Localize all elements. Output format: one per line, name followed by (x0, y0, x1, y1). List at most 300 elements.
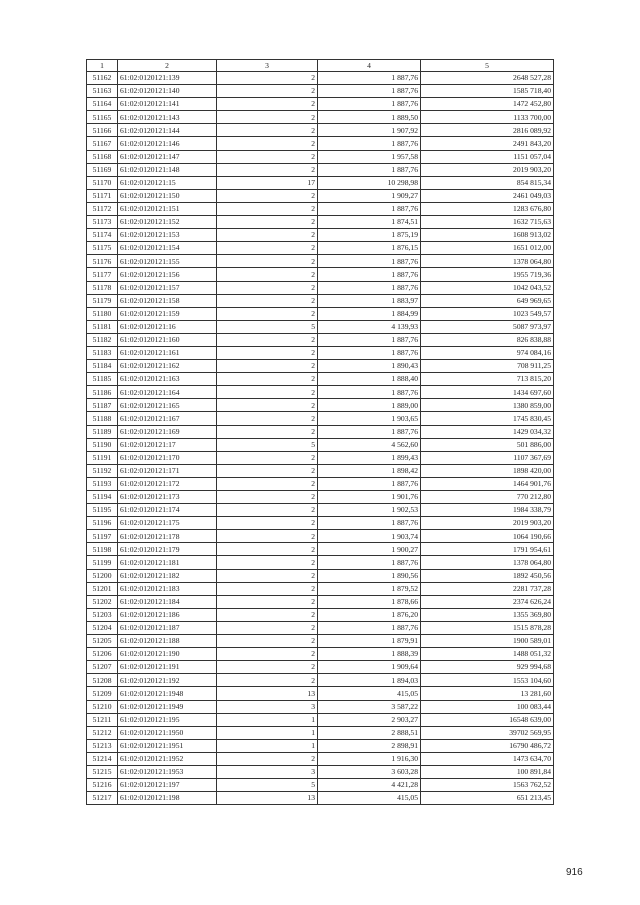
cadastral-number-cell: 61:02:0120121:155 (118, 255, 217, 268)
row-number-cell: 51188 (87, 412, 118, 425)
count-cell: 2 (217, 85, 318, 98)
row-number-cell: 51207 (87, 661, 118, 674)
row-number-cell: 51181 (87, 320, 118, 333)
value-cell: 1585 718,40 (421, 85, 554, 98)
table-row (87, 360, 554, 373)
row-number-cell: 51189 (87, 425, 118, 438)
row-number-cell: 51166 (87, 124, 118, 137)
count-cell: 2 (217, 464, 318, 477)
cadastral-number-cell: 61:02:0120121:15 (118, 176, 217, 189)
row-number-cell: 51191 (87, 451, 118, 464)
cadastral-number-cell: 61:02:0120121:144 (118, 124, 217, 137)
cadastral-number-cell: 61:02:0120121:152 (118, 216, 217, 229)
table-row (87, 648, 554, 661)
row-number-cell: 51209 (87, 687, 118, 700)
value-cell: 974 084,16 (421, 346, 554, 359)
value-cell: 1378 064,80 (421, 556, 554, 569)
table-row (87, 438, 554, 451)
row-number-cell: 51202 (87, 595, 118, 608)
value-cell: 2019 903,20 (421, 163, 554, 176)
cadastral-number-cell: 61:02:0120121:151 (118, 202, 217, 215)
column-header: 5 (421, 60, 554, 72)
column-header: 1 (87, 60, 118, 72)
row-number-cell: 51169 (87, 163, 118, 176)
count-cell: 2 (217, 556, 318, 569)
cadastral-number-cell: 61:02:0120121:148 (118, 163, 217, 176)
value-cell: 1984 338,79 (421, 504, 554, 517)
table-row (87, 268, 554, 281)
area-cell: 1 899,43 (318, 451, 421, 464)
value-cell: 1472 452,80 (421, 98, 554, 111)
table-row (87, 477, 554, 490)
value-cell: 1107 367,69 (421, 451, 554, 464)
value-cell: 1151 057,04 (421, 150, 554, 163)
area-cell: 3 587,22 (318, 700, 421, 713)
count-cell: 2 (217, 582, 318, 595)
table-row (87, 346, 554, 359)
count-cell: 13 (217, 792, 318, 805)
count-cell: 5 (217, 438, 318, 451)
cadastral-number-cell: 61:02:0120121:195 (118, 713, 217, 726)
area-cell: 1 879,91 (318, 635, 421, 648)
area-cell: 1 916,30 (318, 752, 421, 765)
area-cell: 1 884,99 (318, 307, 421, 320)
count-cell: 2 (217, 242, 318, 255)
table-row (87, 608, 554, 621)
row-number-cell: 51193 (87, 477, 118, 490)
row-number-cell: 51164 (87, 98, 118, 111)
table-row (87, 792, 554, 805)
row-number-cell: 51170 (87, 176, 118, 189)
area-cell: 1 887,76 (318, 386, 421, 399)
table-row (87, 124, 554, 137)
count-cell: 5 (217, 320, 318, 333)
row-number-cell: 51196 (87, 517, 118, 530)
value-cell: 1378 064,80 (421, 255, 554, 268)
table-row (87, 255, 554, 268)
table-row (87, 726, 554, 739)
count-cell: 2 (217, 661, 318, 674)
value-cell: 2019 903,20 (421, 517, 554, 530)
area-cell: 1 878,66 (318, 595, 421, 608)
table-row (87, 98, 554, 111)
table-row (87, 621, 554, 634)
count-cell: 3 (217, 765, 318, 778)
area-cell: 1 887,76 (318, 137, 421, 150)
area-cell: 1 887,76 (318, 333, 421, 346)
row-number-cell: 51176 (87, 255, 118, 268)
count-cell: 13 (217, 687, 318, 700)
count-cell: 2 (217, 255, 318, 268)
cadastral-number-cell: 61:02:0120121:153 (118, 229, 217, 242)
count-cell: 2 (217, 425, 318, 438)
table-row (87, 687, 554, 700)
area-cell: 2 903,27 (318, 713, 421, 726)
row-number-cell: 51182 (87, 333, 118, 346)
row-number-cell: 51183 (87, 346, 118, 359)
row-number-cell: 51175 (87, 242, 118, 255)
area-cell: 1 902,53 (318, 504, 421, 517)
count-cell: 2 (217, 307, 318, 320)
cadastral-number-cell: 61:02:0120121:179 (118, 543, 217, 556)
count-cell: 2 (217, 268, 318, 281)
area-cell: 415,05 (318, 687, 421, 700)
value-cell: 1900 589,01 (421, 635, 554, 648)
table-row (87, 661, 554, 674)
value-cell: 16548 639,00 (421, 713, 554, 726)
data-table (86, 59, 554, 805)
cadastral-number-cell: 61:02:0120121:198 (118, 792, 217, 805)
header-row (87, 60, 554, 72)
value-cell: 1064 190,66 (421, 530, 554, 543)
table-row (87, 491, 554, 504)
value-cell: 826 838,88 (421, 333, 554, 346)
area-cell: 1 889,50 (318, 111, 421, 124)
cadastral-number-cell: 61:02:0120121:182 (118, 569, 217, 582)
count-cell: 2 (217, 491, 318, 504)
cadastral-number-cell: 61:02:0120121:158 (118, 294, 217, 307)
cadastral-number-cell: 61:02:0120121:170 (118, 451, 217, 464)
cadastral-number-cell: 61:02:0120121:183 (118, 582, 217, 595)
value-cell: 1464 901,76 (421, 477, 554, 490)
row-number-cell: 51187 (87, 399, 118, 412)
area-cell: 1 874,51 (318, 216, 421, 229)
area-cell: 1 903,65 (318, 412, 421, 425)
table-row (87, 635, 554, 648)
row-number-cell: 51185 (87, 373, 118, 386)
row-number-cell: 51165 (87, 111, 118, 124)
row-number-cell: 51179 (87, 294, 118, 307)
page-number: 916 (566, 867, 583, 878)
area-cell: 1 888,39 (318, 648, 421, 661)
row-number-cell: 51210 (87, 700, 118, 713)
row-number-cell: 51195 (87, 504, 118, 517)
count-cell: 2 (217, 163, 318, 176)
cadastral-number-cell: 61:02:0120121:174 (118, 504, 217, 517)
value-cell: 1042 043,52 (421, 281, 554, 294)
value-cell: 1434 697,60 (421, 386, 554, 399)
count-cell: 2 (217, 98, 318, 111)
cadastral-number-cell: 61:02:0120121:188 (118, 635, 217, 648)
table-row (87, 543, 554, 556)
cadastral-number-cell: 61:02:0120121:17 (118, 438, 217, 451)
cadastral-number-cell: 61:02:0120121:167 (118, 412, 217, 425)
table-row (87, 281, 554, 294)
column-header: 2 (118, 60, 217, 72)
value-cell: 1898 420,00 (421, 464, 554, 477)
row-number-cell: 51215 (87, 765, 118, 778)
table-row (87, 595, 554, 608)
count-cell: 2 (217, 399, 318, 412)
value-cell: 1553 104,60 (421, 674, 554, 687)
count-cell: 2 (217, 412, 318, 425)
table-row (87, 399, 554, 412)
count-cell: 3 (217, 700, 318, 713)
cadastral-number-cell: 61:02:0120121:154 (118, 242, 217, 255)
cadastral-number-cell: 61:02:0120121:190 (118, 648, 217, 661)
area-cell: 1 894,03 (318, 674, 421, 687)
count-cell: 2 (217, 451, 318, 464)
table-row (87, 582, 554, 595)
area-cell: 415,05 (318, 792, 421, 805)
area-cell: 1 901,76 (318, 491, 421, 504)
count-cell: 1 (217, 726, 318, 739)
row-number-cell: 51216 (87, 779, 118, 792)
table-row (87, 464, 554, 477)
count-cell: 2 (217, 504, 318, 517)
value-cell: 1515 878,28 (421, 621, 554, 634)
value-cell: 713 815,20 (421, 373, 554, 386)
value-cell: 649 969,65 (421, 294, 554, 307)
count-cell: 2 (217, 517, 318, 530)
value-cell: 100 891,84 (421, 765, 554, 778)
area-cell: 4 421,28 (318, 779, 421, 792)
cadastral-number-cell: 61:02:0120121:140 (118, 85, 217, 98)
row-number-cell: 51178 (87, 281, 118, 294)
table-row (87, 765, 554, 778)
count-cell: 1 (217, 713, 318, 726)
cadastral-number-cell: 61:02:0120121:181 (118, 556, 217, 569)
row-number-cell: 51213 (87, 739, 118, 752)
area-cell: 4 562,60 (318, 438, 421, 451)
cadastral-number-cell: 61:02:0120121:175 (118, 517, 217, 530)
table-row (87, 530, 554, 543)
row-number-cell: 51174 (87, 229, 118, 242)
column-header: 3 (217, 60, 318, 72)
count-cell: 2 (217, 216, 318, 229)
area-cell: 1 887,76 (318, 425, 421, 438)
cadastral-number-cell: 61:02:0120121:157 (118, 281, 217, 294)
value-cell: 2374 626,24 (421, 595, 554, 608)
value-cell: 651 213,45 (421, 792, 554, 805)
row-number-cell: 51200 (87, 569, 118, 582)
count-cell: 2 (217, 294, 318, 307)
table-row (87, 216, 554, 229)
count-cell: 2 (217, 386, 318, 399)
count-cell: 2 (217, 346, 318, 359)
row-number-cell: 51197 (87, 530, 118, 543)
table-row (87, 674, 554, 687)
cadastral-number-cell: 61:02:0120121:162 (118, 360, 217, 373)
area-cell: 1 876,20 (318, 608, 421, 621)
cadastral-number-cell: 61:02:0120121:146 (118, 137, 217, 150)
area-cell: 1 887,76 (318, 85, 421, 98)
count-cell: 2 (217, 111, 318, 124)
row-number-cell: 51194 (87, 491, 118, 504)
value-cell: 1632 715,63 (421, 216, 554, 229)
row-number-cell: 51201 (87, 582, 118, 595)
cadastral-number-cell: 61:02:0120121:139 (118, 72, 217, 85)
row-number-cell: 51186 (87, 386, 118, 399)
value-cell: 929 994,68 (421, 661, 554, 674)
row-number-cell: 51163 (87, 85, 118, 98)
area-cell: 10 298,98 (318, 176, 421, 189)
area-cell: 1 898,42 (318, 464, 421, 477)
area-cell: 1 887,76 (318, 477, 421, 490)
table-row (87, 176, 554, 189)
count-cell: 17 (217, 176, 318, 189)
row-number-cell: 51203 (87, 608, 118, 621)
area-cell: 1 887,76 (318, 346, 421, 359)
row-number-cell: 51172 (87, 202, 118, 215)
table-row (87, 189, 554, 202)
value-cell: 100 083,44 (421, 700, 554, 713)
count-cell: 2 (217, 124, 318, 137)
cadastral-number-cell: 61:02:0120121:1951 (118, 739, 217, 752)
table-row (87, 386, 554, 399)
row-number-cell: 51168 (87, 150, 118, 163)
table-row (87, 517, 554, 530)
table-row (87, 779, 554, 792)
row-number-cell: 51208 (87, 674, 118, 687)
value-cell: 2461 049,03 (421, 189, 554, 202)
area-cell: 1 907,92 (318, 124, 421, 137)
cadastral-number-cell: 61:02:0120121:178 (118, 530, 217, 543)
table-row (87, 333, 554, 346)
count-cell: 2 (217, 595, 318, 608)
cadastral-number-cell: 61:02:0120121:187 (118, 621, 217, 634)
value-cell: 501 886,00 (421, 438, 554, 451)
area-cell: 1 879,52 (318, 582, 421, 595)
cadastral-number-cell: 61:02:0120121:165 (118, 399, 217, 412)
table-row (87, 700, 554, 713)
count-cell: 2 (217, 621, 318, 634)
area-cell: 1 909,64 (318, 661, 421, 674)
area-cell: 2 898,91 (318, 739, 421, 752)
table-row (87, 202, 554, 215)
area-cell: 1 889,00 (318, 399, 421, 412)
value-cell: 1892 450,56 (421, 569, 554, 582)
count-cell: 2 (217, 477, 318, 490)
column-header: 4 (318, 60, 421, 72)
count-cell: 2 (217, 360, 318, 373)
row-number-cell: 51204 (87, 621, 118, 634)
count-cell: 2 (217, 608, 318, 621)
cadastral-number-cell: 61:02:0120121:172 (118, 477, 217, 490)
table-row (87, 163, 554, 176)
row-number-cell: 51214 (87, 752, 118, 765)
area-cell: 1 957,58 (318, 150, 421, 163)
cadastral-number-cell: 61:02:0120121:184 (118, 595, 217, 608)
cadastral-number-cell: 61:02:0120121:160 (118, 333, 217, 346)
row-number-cell: 51212 (87, 726, 118, 739)
count-cell: 2 (217, 635, 318, 648)
area-cell: 1 887,76 (318, 255, 421, 268)
count-cell: 2 (217, 229, 318, 242)
cadastral-number-cell: 61:02:0120121:161 (118, 346, 217, 359)
value-cell: 854 815,34 (421, 176, 554, 189)
area-cell: 1 900,27 (318, 543, 421, 556)
value-cell: 1355 369,80 (421, 608, 554, 621)
cadastral-number-cell: 61:02:0120121:1948 (118, 687, 217, 700)
table-row (87, 150, 554, 163)
area-cell: 1 903,74 (318, 530, 421, 543)
area-cell: 1 887,76 (318, 202, 421, 215)
count-cell: 2 (217, 150, 318, 163)
table-row (87, 72, 554, 85)
count-cell: 2 (217, 373, 318, 386)
area-cell: 2 888,51 (318, 726, 421, 739)
row-number-cell: 51199 (87, 556, 118, 569)
table-row (87, 111, 554, 124)
cadastral-number-cell: 61:02:0120121:1952 (118, 752, 217, 765)
cadastral-number-cell: 61:02:0120121:141 (118, 98, 217, 111)
value-cell: 2491 843,20 (421, 137, 554, 150)
value-cell: 1955 719,36 (421, 268, 554, 281)
row-number-cell: 51205 (87, 635, 118, 648)
value-cell: 1745 830,45 (421, 412, 554, 425)
value-cell: 1133 700,00 (421, 111, 554, 124)
count-cell: 2 (217, 543, 318, 556)
area-cell: 1 888,40 (318, 373, 421, 386)
table-row (87, 373, 554, 386)
table-body (87, 72, 554, 805)
count-cell: 2 (217, 189, 318, 202)
row-number-cell: 51192 (87, 464, 118, 477)
area-cell: 1 887,76 (318, 268, 421, 281)
table-row (87, 294, 554, 307)
cadastral-number-cell: 61:02:0120121:16 (118, 320, 217, 333)
area-cell: 1 875,19 (318, 229, 421, 242)
value-cell: 770 212,80 (421, 491, 554, 504)
area-cell: 1 887,76 (318, 517, 421, 530)
table-row (87, 320, 554, 333)
count-cell: 1 (217, 739, 318, 752)
table-row (87, 451, 554, 464)
value-cell: 708 911,25 (421, 360, 554, 373)
row-number-cell: 51190 (87, 438, 118, 451)
value-cell: 1651 012,00 (421, 242, 554, 255)
cadastral-number-cell: 61:02:0120121:186 (118, 608, 217, 621)
cadastral-number-cell: 61:02:0120121:1950 (118, 726, 217, 739)
area-cell: 1 909,27 (318, 189, 421, 202)
cadastral-number-cell: 61:02:0120121:163 (118, 373, 217, 386)
count-cell: 2 (217, 137, 318, 150)
row-number-cell: 51217 (87, 792, 118, 805)
cadastral-number-cell: 61:02:0120121:156 (118, 268, 217, 281)
value-cell: 1473 634,70 (421, 752, 554, 765)
value-cell: 2816 089,92 (421, 124, 554, 137)
cadastral-number-cell: 61:02:0120121:191 (118, 661, 217, 674)
area-cell: 1 887,76 (318, 72, 421, 85)
cadastral-number-cell: 61:02:0120121:169 (118, 425, 217, 438)
count-cell: 2 (217, 674, 318, 687)
table-row (87, 229, 554, 242)
value-cell: 5087 973,97 (421, 320, 554, 333)
row-number-cell: 51198 (87, 543, 118, 556)
area-cell: 1 887,76 (318, 621, 421, 634)
table-row (87, 412, 554, 425)
cadastral-number-cell: 61:02:0120121:159 (118, 307, 217, 320)
value-cell: 16790 486,72 (421, 739, 554, 752)
cadastral-number-cell: 61:02:0120121:147 (118, 150, 217, 163)
value-cell: 13 281,60 (421, 687, 554, 700)
value-cell: 1283 676,80 (421, 202, 554, 215)
table-row (87, 713, 554, 726)
value-cell: 1429 034,32 (421, 425, 554, 438)
cadastral-number-cell: 61:02:0120121:173 (118, 491, 217, 504)
cadastral-number-cell: 61:02:0120121:1953 (118, 765, 217, 778)
area-cell: 1 887,76 (318, 281, 421, 294)
cadastral-number-cell: 61:02:0120121:1949 (118, 700, 217, 713)
value-cell: 2281 737,28 (421, 582, 554, 595)
row-number-cell: 51184 (87, 360, 118, 373)
value-cell: 2648 527,28 (421, 72, 554, 85)
table-row (87, 752, 554, 765)
table-row (87, 569, 554, 582)
area-cell: 1 887,76 (318, 556, 421, 569)
value-cell: 1608 913,02 (421, 229, 554, 242)
